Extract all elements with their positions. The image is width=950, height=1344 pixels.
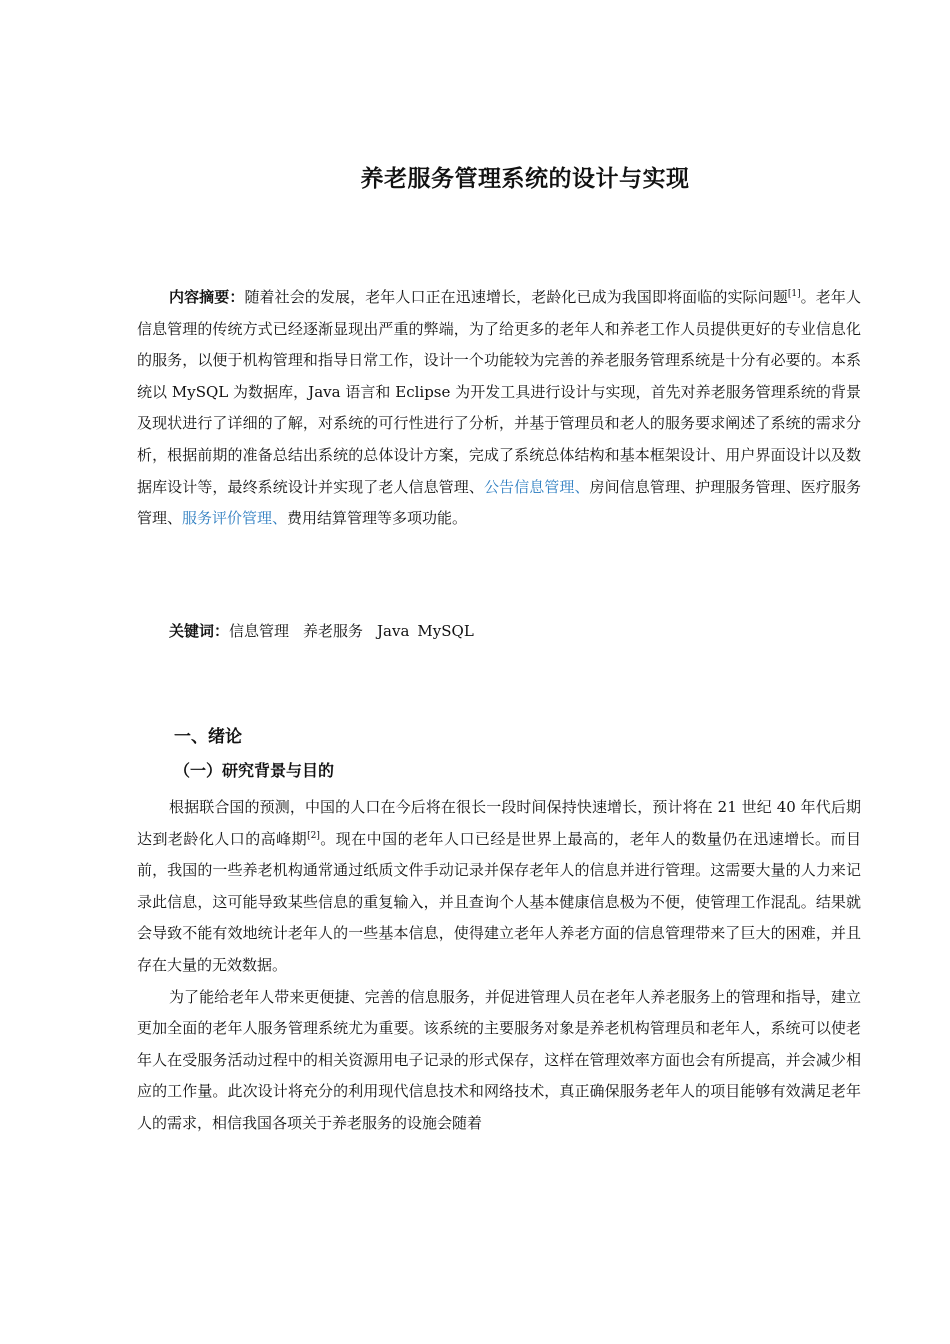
abstract-text-3: 房间信息管理、护理服务管理、医疗服务管理、 <box>137 477 861 528</box>
body-paragraph: 为了能给老年人带来更便捷、完善的信息服务，并促进管理人员在老年人养老服务上的管理和指导，建立更加全面的老年人服务管理系统尤为重要。该系统的主要服务对象是养老机构管理员和老年人，系统可以使老年人在受服务活动过程中的相关资源用电子记录的形式保存，这样在管理效率方面也会有所提高，并会减少相应的工作量。此次设计将充分的利用现代信息技术和网络技术，真正确保服务老年人的项目能够有效满足老年人的需求，相信我国各项关于养老服务的设施会随着 <box>137 987 861 1132</box>
abstract-text-1: 随着社会的发展，老年人口正在迅速增长，老龄化已成为我国即将面临的实际问题 <box>244 288 788 306</box>
citation-1[interactable]: [1] <box>787 289 801 299</box>
section-body <box>137 792 861 1140</box>
link-announcement-management[interactable]: 公告信息管理、 <box>483 477 590 496</box>
body-text-1b: 。现在中国的老年人口已经是世界上最高的，老年人的数量仍在迅速增长。而目前，我国的一些养老机构通常通过纸质文件手动记录并保存老年人的信息并进行管理。这需要大量的人力来记录此信息，这可能导致某些信息的重复输入，并且查询个人基本健康信息极为不便，使管理工作混乱。结果就会导致不能有效地统计老年人的一些基本信息，使得建立老年人养老方面的信息管理带来了巨大的困难，并且存在大量的无效数据。 <box>137 829 861 974</box>
abstract-paragraph <box>137 282 861 535</box>
citation-2[interactable]: [2] <box>307 830 320 841</box>
body-paragraph <box>137 792 861 982</box>
abstract-text-4: 费用结算管理等多项功能。 <box>287 509 468 528</box>
paper-title: 养老服务管理系统的设计与实现 <box>360 166 690 192</box>
body-text-1a: 根据联合国的预测，中国的人口在今后将在很长一段时间保持快速增长，预计将在 21 世纪 40 年代后期达到老龄化人口的高峰期 <box>137 798 861 848</box>
keyword-item: MySQL <box>417 622 474 640</box>
section-heading: 一、绪论 <box>174 727 242 747</box>
link-service-evaluation-management[interactable]: 服务评价管理、 <box>182 509 288 528</box>
abstract-text-2: 。老年人信息管理的传统方式已经逐渐显现出严重的弊端，为了给更多的老年人和养老工作人员提供更好的专业信息化的服务，以便于机构管理和指导日常工作，设计一个功能较为完善的养老服务管理系统是十分有必要的。本系统以 MySQL 为数据库，Java 语言和 Eclipse 为开发工具进行设计与实现，首先对养老服务管理系统的背景及现状进行了详细的了解，对系统的可行性进行了分析，并基于管理员和老人的服务要求阐述了系统的需求分析，根据前期的准备总结出系统的总体设计方案，完成了系统总体结构和基本框架设计、用户界面设计以及数据库设计等，最终系统设计并实现了老人信息管理、 <box>137 288 861 496</box>
keywords-line <box>169 616 488 646</box>
keywords-label: 关键词： <box>169 622 230 640</box>
keyword-item: 信息管理 <box>229 622 290 640</box>
abstract-label: 内容摘要： <box>169 288 245 306</box>
keyword-item: Java <box>377 622 410 640</box>
keyword-item: 养老服务 <box>303 622 364 640</box>
subsection-heading: （一）研究背景与目的 <box>174 761 335 780</box>
